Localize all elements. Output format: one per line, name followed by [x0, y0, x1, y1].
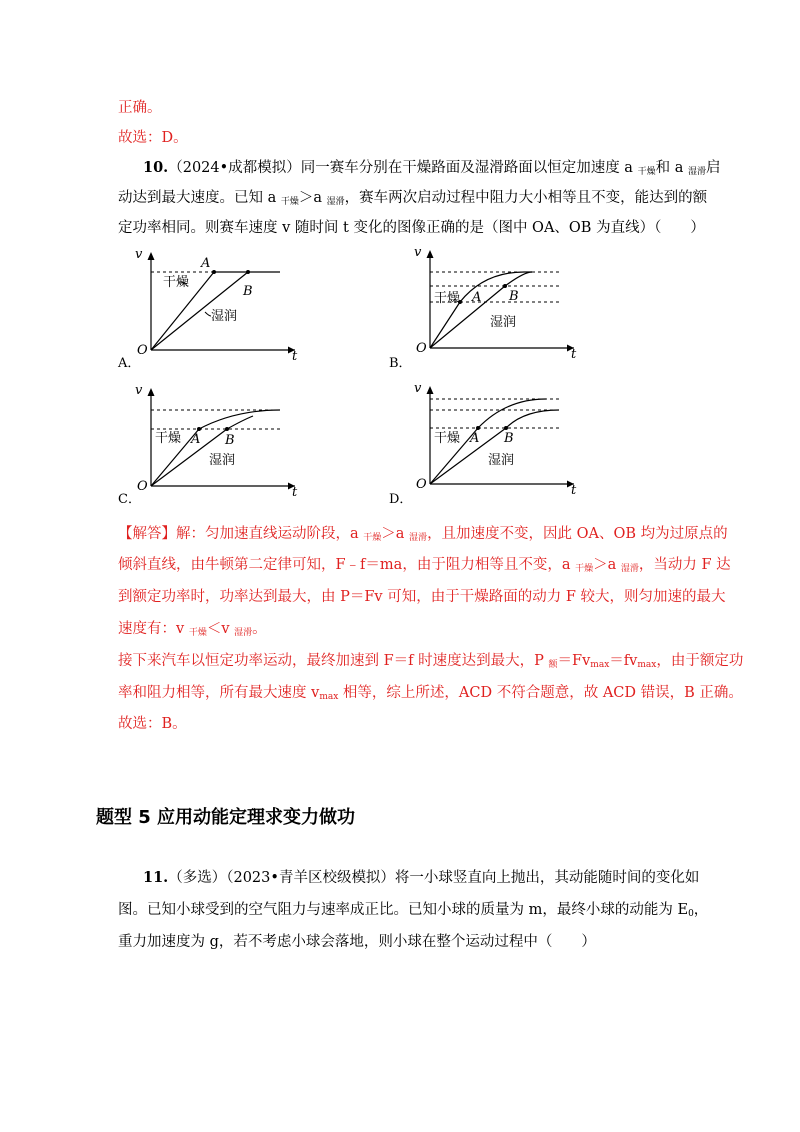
point-a	[212, 270, 216, 274]
q10-l2-sub2: 湿滑	[326, 197, 345, 207]
y-arrow	[427, 386, 434, 394]
a1-t3: ，且加速度不变，因此 OA、OB 均为过原点的	[427, 526, 728, 542]
point-a	[197, 427, 201, 431]
dry-label: 干燥	[434, 291, 461, 306]
option-d-label[interactable]: D．	[389, 492, 413, 507]
q10-l1-sub2: 湿滑	[687, 167, 706, 177]
dry-label: 干燥	[155, 431, 182, 446]
wet-curve	[227, 416, 253, 429]
y-arrow	[427, 250, 434, 258]
graph-d	[414, 380, 584, 496]
a2b-t2: ＞a	[593, 557, 621, 573]
answer10-line-5	[118, 651, 743, 671]
q11-number: 11.	[143, 869, 169, 886]
dry-label: 干燥	[434, 431, 461, 446]
t-label: t	[292, 485, 298, 498]
a5-s1: 额	[548, 660, 558, 670]
dry-line	[430, 302, 460, 348]
a4-t2: ＜v	[206, 621, 235, 637]
a-label: A	[201, 256, 211, 271]
q10-l2-t3: ，赛车两次启动过程中阻力大小相等且不变，能达到的额	[344, 190, 708, 206]
v-label: v	[414, 381, 422, 396]
q11-l2-t2: ，	[693, 902, 709, 918]
a2-t: 倾斜直线，由牛顿第二定律可知，F﹣f＝ma，由于阻力相等且不变，	[118, 557, 562, 573]
wet-curve	[505, 272, 532, 286]
origin-label: O	[137, 343, 148, 358]
a1-t1: 解：匀加速直线运动阶段，a	[176, 526, 364, 542]
q10-l2-sub1: 干燥	[280, 197, 299, 207]
a5-t2: ＝Fv	[557, 653, 591, 669]
wet-curve	[506, 410, 559, 428]
t-label: t	[571, 347, 577, 360]
b-label: B	[243, 284, 253, 299]
wet-label: 湿润	[488, 453, 515, 468]
q10-l2-t2: ＞a	[298, 190, 327, 206]
q11-line-1	[143, 868, 699, 888]
dry-label: 干燥	[163, 275, 190, 290]
answer10-line-6	[118, 683, 743, 703]
a6-t1: 率和阻力相等，所有最大速度 v	[118, 685, 320, 701]
a-label: A	[472, 290, 482, 305]
a-label: A	[191, 432, 201, 447]
origin-label: O	[137, 479, 148, 494]
wet-label: 湿润	[209, 453, 236, 468]
q11-l2-s1: 0	[688, 909, 694, 919]
t-label: t	[292, 349, 298, 362]
a1-s1: 干燥	[363, 533, 382, 543]
b-label: B	[225, 433, 235, 448]
a5-t1: 接下来汽车以恒定功率运动，最终加速到 F＝f 时速度达到最大，P	[118, 653, 549, 669]
q10-line-2	[118, 188, 707, 208]
a5-t3: ＝fv	[609, 653, 638, 669]
a2b-t3: ，当动力 F 达	[638, 557, 731, 573]
q10-l1-t1: 同一赛车分别在干燥路面及湿滑路面以恒定加速度 a	[300, 160, 638, 176]
q11-l1: （多选）（2023•青羊区校级模拟）将一小球竖直向上抛出，其动能随时间的变化如	[168, 870, 700, 886]
a5-s3: max	[637, 660, 657, 670]
a1-t2: ＞a	[381, 526, 410, 542]
graph-c	[135, 382, 305, 498]
y-arrow	[148, 252, 155, 260]
q10-l1-t2: 和 a	[655, 160, 688, 176]
a4-t3: 。	[252, 621, 267, 637]
option-a-label[interactable]: A．	[118, 356, 141, 371]
answer10-line-2	[118, 555, 731, 575]
wet-label: 湿润	[211, 309, 238, 324]
answer-tag: 【解答】	[118, 526, 176, 542]
q11-l2-t1: 图。已知小球受到的空气阻力与速率成正比。已知小球的质量为 m，最终小球的动能为 E	[118, 902, 689, 918]
a5-s2: max	[590, 660, 610, 670]
point-b	[246, 270, 250, 274]
origin-label: O	[416, 341, 427, 356]
a-label: A	[470, 431, 480, 446]
section-heading: 题型 5 应用动能定理求变力做功	[96, 807, 356, 828]
a1-s2: 湿滑	[409, 533, 428, 543]
shared-curve	[199, 410, 280, 429]
point-a	[476, 426, 480, 430]
a4-s1: 干燥	[188, 628, 207, 638]
q10-line-1	[143, 158, 720, 178]
q10-source: （2024•成都模拟）	[168, 160, 301, 176]
q10-l1-sub1: 干燥	[637, 167, 656, 177]
graph-a	[135, 246, 305, 362]
graph-b	[414, 244, 584, 360]
a4-s2: 湿滑	[234, 628, 253, 638]
a6-t2: 相等，综上所述，ACD 不符合题意，故 ACD 错误，B 正确。	[338, 685, 743, 701]
answer10-line-1	[118, 524, 728, 544]
q10-line-3: 定功率相同。则赛车速度 v 随时间 t 变化的图像正确的是（图中 OA、OB 为直线）（ ）	[118, 220, 705, 236]
origin-label: O	[416, 477, 427, 492]
a2b-s1: 干燥	[575, 564, 594, 574]
a2b-t1: a	[561, 557, 576, 573]
prev-line-2: 故选：D。	[118, 130, 188, 146]
q10-l1-t3: 启	[705, 160, 721, 176]
v-label: v	[414, 245, 422, 260]
point-b	[503, 284, 507, 288]
a2b-s2: 湿滑	[620, 564, 639, 574]
answer10-line-3: 到额定功率时，功率达到最大，由 P＝Fv 可知，由于干燥路面的动力 F 较大，则匀加速的最大	[118, 589, 726, 605]
point-b	[504, 426, 508, 430]
y-arrow	[148, 388, 155, 396]
t-label: t	[571, 483, 577, 496]
a6-s1: max	[319, 692, 339, 702]
wet-label: 湿润	[490, 315, 517, 330]
point-b	[225, 427, 229, 431]
q10-number: 10.	[143, 159, 169, 176]
v-label: v	[135, 383, 143, 398]
a4-t1: 速度有：v	[118, 621, 189, 637]
answer10-line-7: 故选：B。	[118, 716, 187, 732]
q11-line-2	[118, 900, 708, 920]
prev-line-1: 正确。	[118, 100, 162, 116]
q10-l2-t1: 动达到最大速度。已知 a	[118, 190, 281, 206]
a5-t4: ，由于额定功	[656, 653, 744, 669]
q11-line-3: 重力加速度为 g，若不考虑小球会落地，则小球在整个运动过程中（ ）	[118, 934, 596, 950]
v-label: v	[135, 247, 143, 262]
option-c-label[interactable]: C．	[118, 492, 141, 507]
dry-curve	[460, 272, 532, 302]
dry-curve	[478, 399, 546, 428]
option-b-label[interactable]: B．	[389, 356, 412, 371]
b-label: B	[509, 289, 519, 304]
answer10-line-4	[118, 619, 267, 639]
b-label: B	[504, 431, 514, 446]
